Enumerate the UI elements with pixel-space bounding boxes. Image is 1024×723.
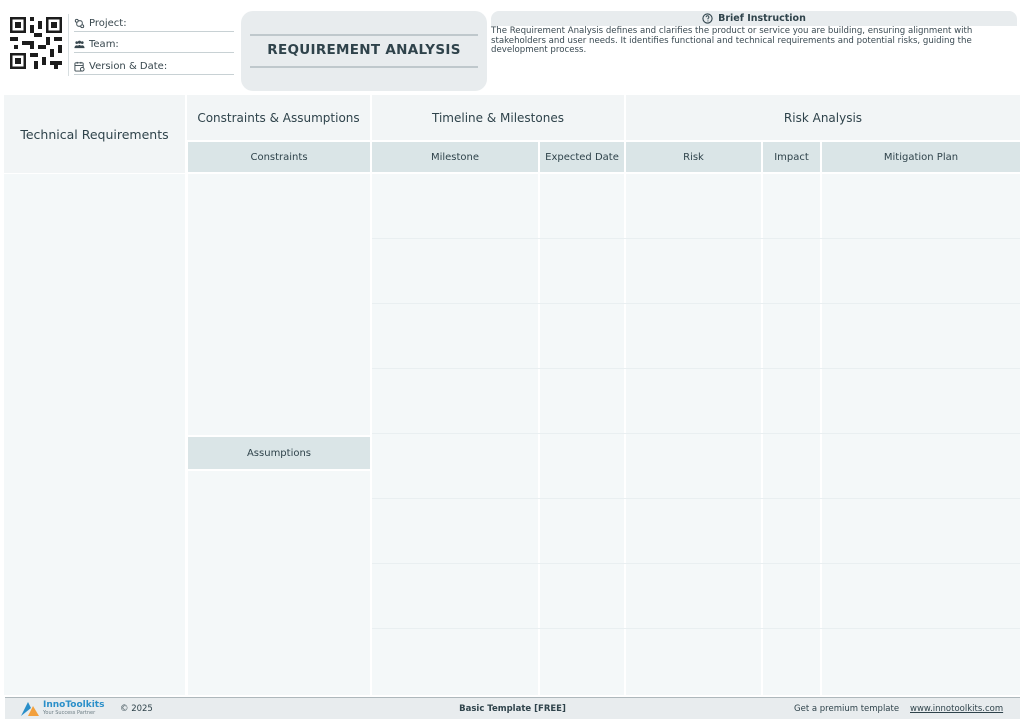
assumptions-subheader: Assumptions <box>188 437 370 469</box>
footer <box>5 697 1020 719</box>
team-label: Team: <box>89 39 119 50</box>
calendar-icon <box>74 61 85 72</box>
title-rule-top <box>250 34 478 36</box>
row-divider <box>372 498 1020 499</box>
hint-icon <box>702 13 713 24</box>
project-label: Project: <box>89 18 127 29</box>
row-divider <box>372 238 1020 239</box>
row-divider <box>372 563 1020 564</box>
brand-tagline: Your Success Partner <box>43 710 96 716</box>
website-link[interactable]: www.innotoolkits.com <box>910 704 1004 714</box>
assumptions-area[interactable] <box>188 471 370 695</box>
version-date-label: Version & Date: <box>89 61 168 72</box>
technical-requirements-header: Technical Requirements <box>4 95 185 173</box>
copyright: © 2025 <box>120 704 153 714</box>
milestone-column[interactable] <box>372 174 538 695</box>
flow-icon <box>74 18 85 29</box>
timeline-milestones-header: Timeline & Milestones <box>372 95 624 140</box>
premium-text: Get a premium template <box>794 704 900 714</box>
title-rule-bottom <box>250 66 478 68</box>
impact-subheader: Impact <box>763 142 820 172</box>
impact-column[interactable] <box>763 174 820 695</box>
risk-subheader: Risk <box>626 142 761 172</box>
mitigation-plan-subheader: Mitigation Plan <box>822 142 1020 172</box>
brief-instruction-header <box>491 11 1017 26</box>
version-date-field[interactable] <box>74 61 234 75</box>
project-field[interactable] <box>74 18 234 32</box>
brief-instruction-text: The Requirement Analysis defines and clarifies the product or service you are building, ensuring alignment with stakeholders and user needs. It identifies functional and technical requirements and potential risks, guiding the development process. <box>491 26 973 56</box>
row-divider <box>372 628 1020 629</box>
template-label: Basic Template [FREE] <box>459 704 566 714</box>
team-icon <box>74 39 85 50</box>
brief-instruction-label: Brief Instruction <box>718 13 806 24</box>
team-field[interactable] <box>74 39 234 53</box>
qr-code <box>10 17 62 69</box>
brand-name: InnoToolkits <box>43 700 105 710</box>
risk-analysis-header: Risk Analysis <box>626 95 1020 140</box>
header-divider <box>68 14 69 76</box>
row-divider <box>372 433 1020 434</box>
expected-date-column[interactable] <box>540 174 624 695</box>
risk-column[interactable] <box>626 174 761 695</box>
constraints-area[interactable] <box>188 174 370 435</box>
row-divider <box>372 303 1020 304</box>
milestone-subheader: Milestone <box>372 142 538 172</box>
technical-requirements-area[interactable] <box>4 174 185 695</box>
expected-date-subheader: Expected Date <box>540 142 624 172</box>
row-divider <box>372 368 1020 369</box>
page-title: REQUIREMENT ANALYSIS <box>267 42 461 58</box>
constraints-assumptions-header: Constraints & Assumptions <box>187 95 370 140</box>
constraints-subheader: Constraints <box>188 142 370 172</box>
mitigation-plan-column[interactable] <box>822 174 1020 695</box>
